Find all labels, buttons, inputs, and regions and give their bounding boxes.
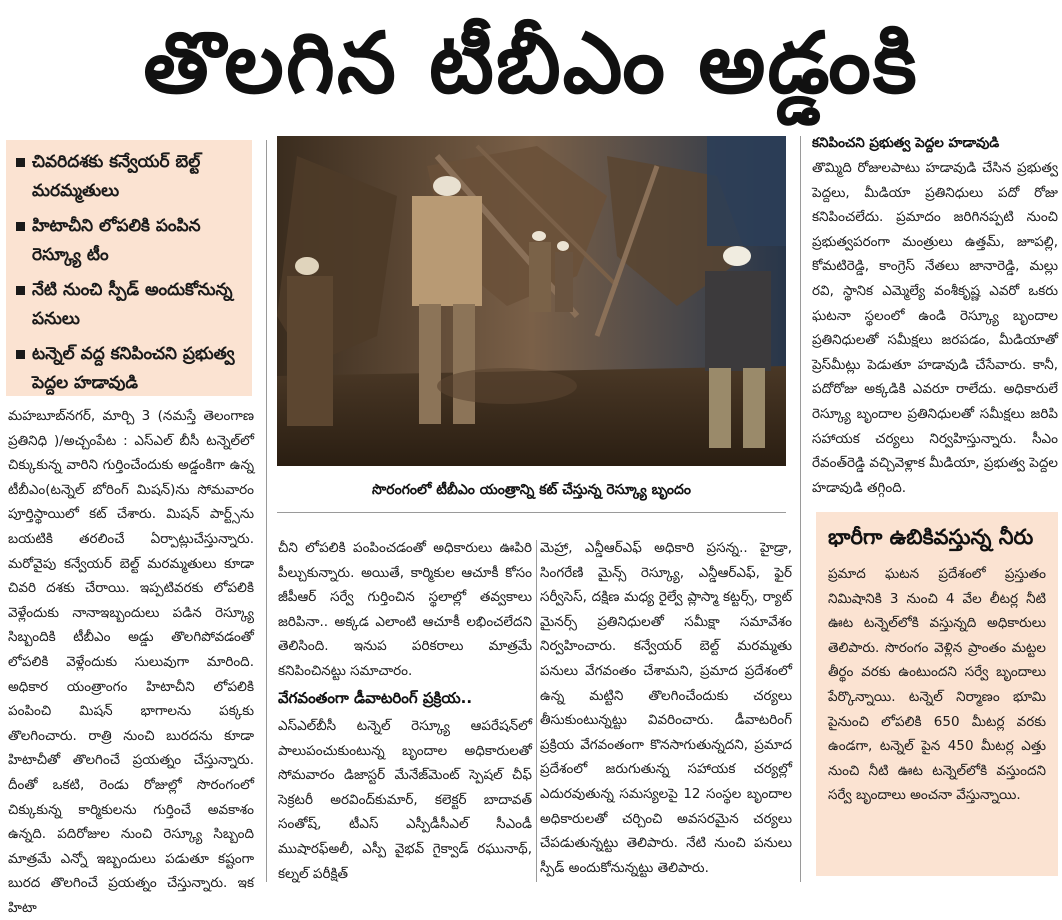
sidebar-title: భారీగా ఉబికివస్తున్న నీరు [828, 525, 1034, 549]
column-divider [536, 540, 537, 882]
highlights-box [6, 140, 252, 396]
article-column-1: మహబూబ్‌నగర్, మార్చి 3 (నమస్తే తెలంగాణ ప్రతినిధి )/అచ్చంపేట : ఎస్ఎల్ బీసీ టన్నెల్‌లో చిక్కుకున్న వారిని గుర్తించేందుకు అడ్డంకిగా ఉన్న టీబీఎం(టన్నెల్ బోరింగ్ మిషన్)ను సోమవారం పూర్తిస్థాయిలో కట్ చేశారు. మిషన్ పార్ట్స్‌ను బయటికి తరలించే ఏర్పాట్లుచేస్తున్నారు. మరోవైపు కన్వేయర్ బెల్ట్ మరమ్మతులు కూడా చివరి దశకు చేరాయి. ఇప్పటివరకు లోపలికి వెళ్లేందుకు నానాఇబ్బందులు పడిన రెస్క్యూ సిబ్బందికి టీబీఎం అడ్డు తొలగిపోవడంతో లోపలికి వెళ్లేందుకు సులువుగా మారింది. అధికార యంత్రాంగం హిటాచీని లోపలికి పంపించి మిషన్ భాగాలను పక్కకు తొలగించారు. రాత్రి నుంచి బురదను కూడా హిటాచీతో తొలగించే ప్రయత్నం చేస్తున్నారు. దీంతో ఒకటి, రెండు రోజుల్లో సొరంగంలో చిక్కుకున్న కార్మికులను గుర్తించే అవకాశం ఉన్నది. పదిరోజుల నుంచి రెస్క్యూ సిబ్బంది మాత్రమే ఎన్నో ఇబ్బందులు పడుతూ కష్టంగా బురద తొలగించే ప్రయత్నం చేస్తున్నారు. ఇక హిటా [8, 408, 254, 916]
sidebar-box [816, 512, 1058, 876]
column-divider [266, 140, 267, 882]
column-4-heading: కనిపించని ప్రభుత్వ పెద్దల హడావుడి [812, 135, 1000, 151]
highlights-list [14, 148, 246, 398]
article-column-2: చీని లోపలికి పంపించడంతో అధికారులు ఊపిరి పీల్చుకున్నారు. అయితే, కార్మికుల ఆచూకీ కోసం జీపీఆర్ సర్వే గుర్తించిన స్థలాల్లో తవ్వకాలు జరిపినా.. అక్కడ ఎలాంటి ఆచూకీ లభించలేదని తెలిసింది. ఇనుప పరికరాలు మాత్రమే కనిపించినట్టు సమాచారం. [278, 540, 532, 679]
news-photo [277, 136, 786, 466]
caption-rule [277, 512, 786, 513]
highlight-item: నేటి నుంచి స్పీడ్ అందుకోనున్న పనులు [14, 276, 246, 334]
photo-caption: సొరంగంలో టీబీఎం యంత్రాన్ని కట్ చేస్తున్న రెస్క్యూ బృందం [372, 482, 691, 498]
highlight-item: చివరిదశకు కన్వేయర్ బెల్ట్ మరమ్మతులు [14, 148, 246, 206]
column-divider [800, 136, 801, 882]
article-column-2-continued: ఎస్ఎల్‌బీసీ టన్నెల్ రెస్క్యూ ఆపరేషన్‌లో పాలుపంచుకుంటున్న బృందాల అధికారులతో సోమవారం డిజాస్టర్ మేనేజ్‌మెంట్ స్పెషల్ చీఫ్ సెక్రటరీ అరవింద్‌కుమార్, కలెక్టర్ బాదావత్ సంతోష్, టీఎస్ ఎస్పీడీసీఎల్ సీఎండీ ముషారఫ్అలీ, ఎస్పీ వైభవ్ గైక్వాడ్ రఘునాథ్, కల్నల్ పరీక్షిత్ [278, 718, 532, 882]
article-column-3: మెహ్రా, ఎన్డీఆర్ఎఫ్ అధికారి ప్రసన్న.. హైడ్రా, సింగరేణి మైన్స్ రెస్క్యూ, ఎన్డీఆర్ఎఫ్, ఫైర్ సర్వీసెస్, దక్షిణ మధ్య రైల్వే ప్లాస్మా కట్టర్స్, ర్యాట్ మైనర్స్ ప్రతినిధులతో సమీక్షా సమావేశం నిర్వహించారు. కన్వేయర్ బెల్ట్ మరమ్మతు పనులు వేగవంతం చేశామని, ప్రమాద ప్రదేశంలో ఉన్న మట్టిని తొలగించేందుకు చర్యలు తీసుకుంటున్నట్టు వివరించారు. డీవాటరింగ్ ప్రక్రియ వేగవంతంగా కొనసాగుతున్నదని, ప్రమాద ప్రదేశంలో జరుగుతున్న సహాయక చర్యల్లో ఎదురవుతున్న సమస్యలపై 12 సంస్థల బృందాల అధికారులతో చర్చించి అవసరమైన చర్యలు చేపడుతున్నట్టు తెలిపారు. నేటి నుంచి పనులు స్పీడ్ అందుకోనున్నట్టు తెలిపారు. [540, 540, 792, 876]
highlight-item: టన్నెల్ వద్ద కనిపించని ప్రభుత్వ పెద్దల హడావుడి [14, 340, 246, 398]
section-subhead: వేగవంతంగా డీవాటరింగ్ ప్రక్రియ.. [278, 689, 473, 707]
headline: తొలగిన టీబీఎం అడ్డంకి [143, 14, 919, 112]
tunnel-rescue-photo [277, 136, 786, 466]
article-column-4: తొమ్మిది రోజులపాటు హడావుడి చేసిన ప్రభుత్వ పెద్దలు, మీడియా ప్రతినిధులు పదో రోజు కనిపించలేదు. ప్రమాదం జరిగినప్పటి నుంచి ప్రభుత్వపరంగా మంత్రులు ఉత్తమ్, జూపల్లి, కోమటిరెడ్డి, కాంగ్రెస్ నేతలు జానారెడ్డి, మల్లు రవి, స్థానిక ఎమ్మెల్యే వంశీకృష్ణ ఎవరో ఒకరు ఘటనా స్థలంలో ఉండి రెస్క్యూ బృందాల ప్రతినిధులతో సమీక్షలు జరపడం, మీడియాతో ప్రెస్‌మీట్లు పెడుతూ హడావుడి చేసేవారు. కానీ, పదోరోజు అక్కడికి ఎవరూ రాలేదు. అధికారులే రెస్క్యూ బృందాల ప్రతినిధులతో సమీక్షలు జరిపి సహాయక చర్యలు నిర్వహిస్తున్నారు. సీఎం రేవంత్‌రెడ్డి వచ్చివెళ్లాక మీడియా, ప్రభుత్వ పెద్దల హడావుడి తగ్గింది. [812, 160, 1058, 496]
sidebar-body: ప్రమాద ఘటన ప్రదేశంలో ప్రస్తుతం నిమిషానికి 3 నుంచి 4 వేల లీటర్ల నీటి ఊట టన్నెల్‌లోకి వస్తున్నది అధికారులు తెలిపారు. సొరంగం వెళ్లిన ప్రాంతం మట్టల తీర్థం వరకు ఉంటుందని సర్వే బృందాలు పేర్కొన్నాయి. టన్నెల్ నిర్మాణం భూమి పైనుంచి లోపలికి 650 మీటర్ల వరకు ఉండగా, టన్నెల్ పైన 450 మీటర్ల ఎత్తు నుంచి నీటి ఊట టన్నెల్‌లోకి వస్తుందని సర్వే బృందాలు అంచనా వేస్తున్నాయి. [828, 566, 1046, 804]
highlight-item: హిటాచీని లోపలికి పంపిన రెస్క్యూ టీం [14, 212, 246, 270]
